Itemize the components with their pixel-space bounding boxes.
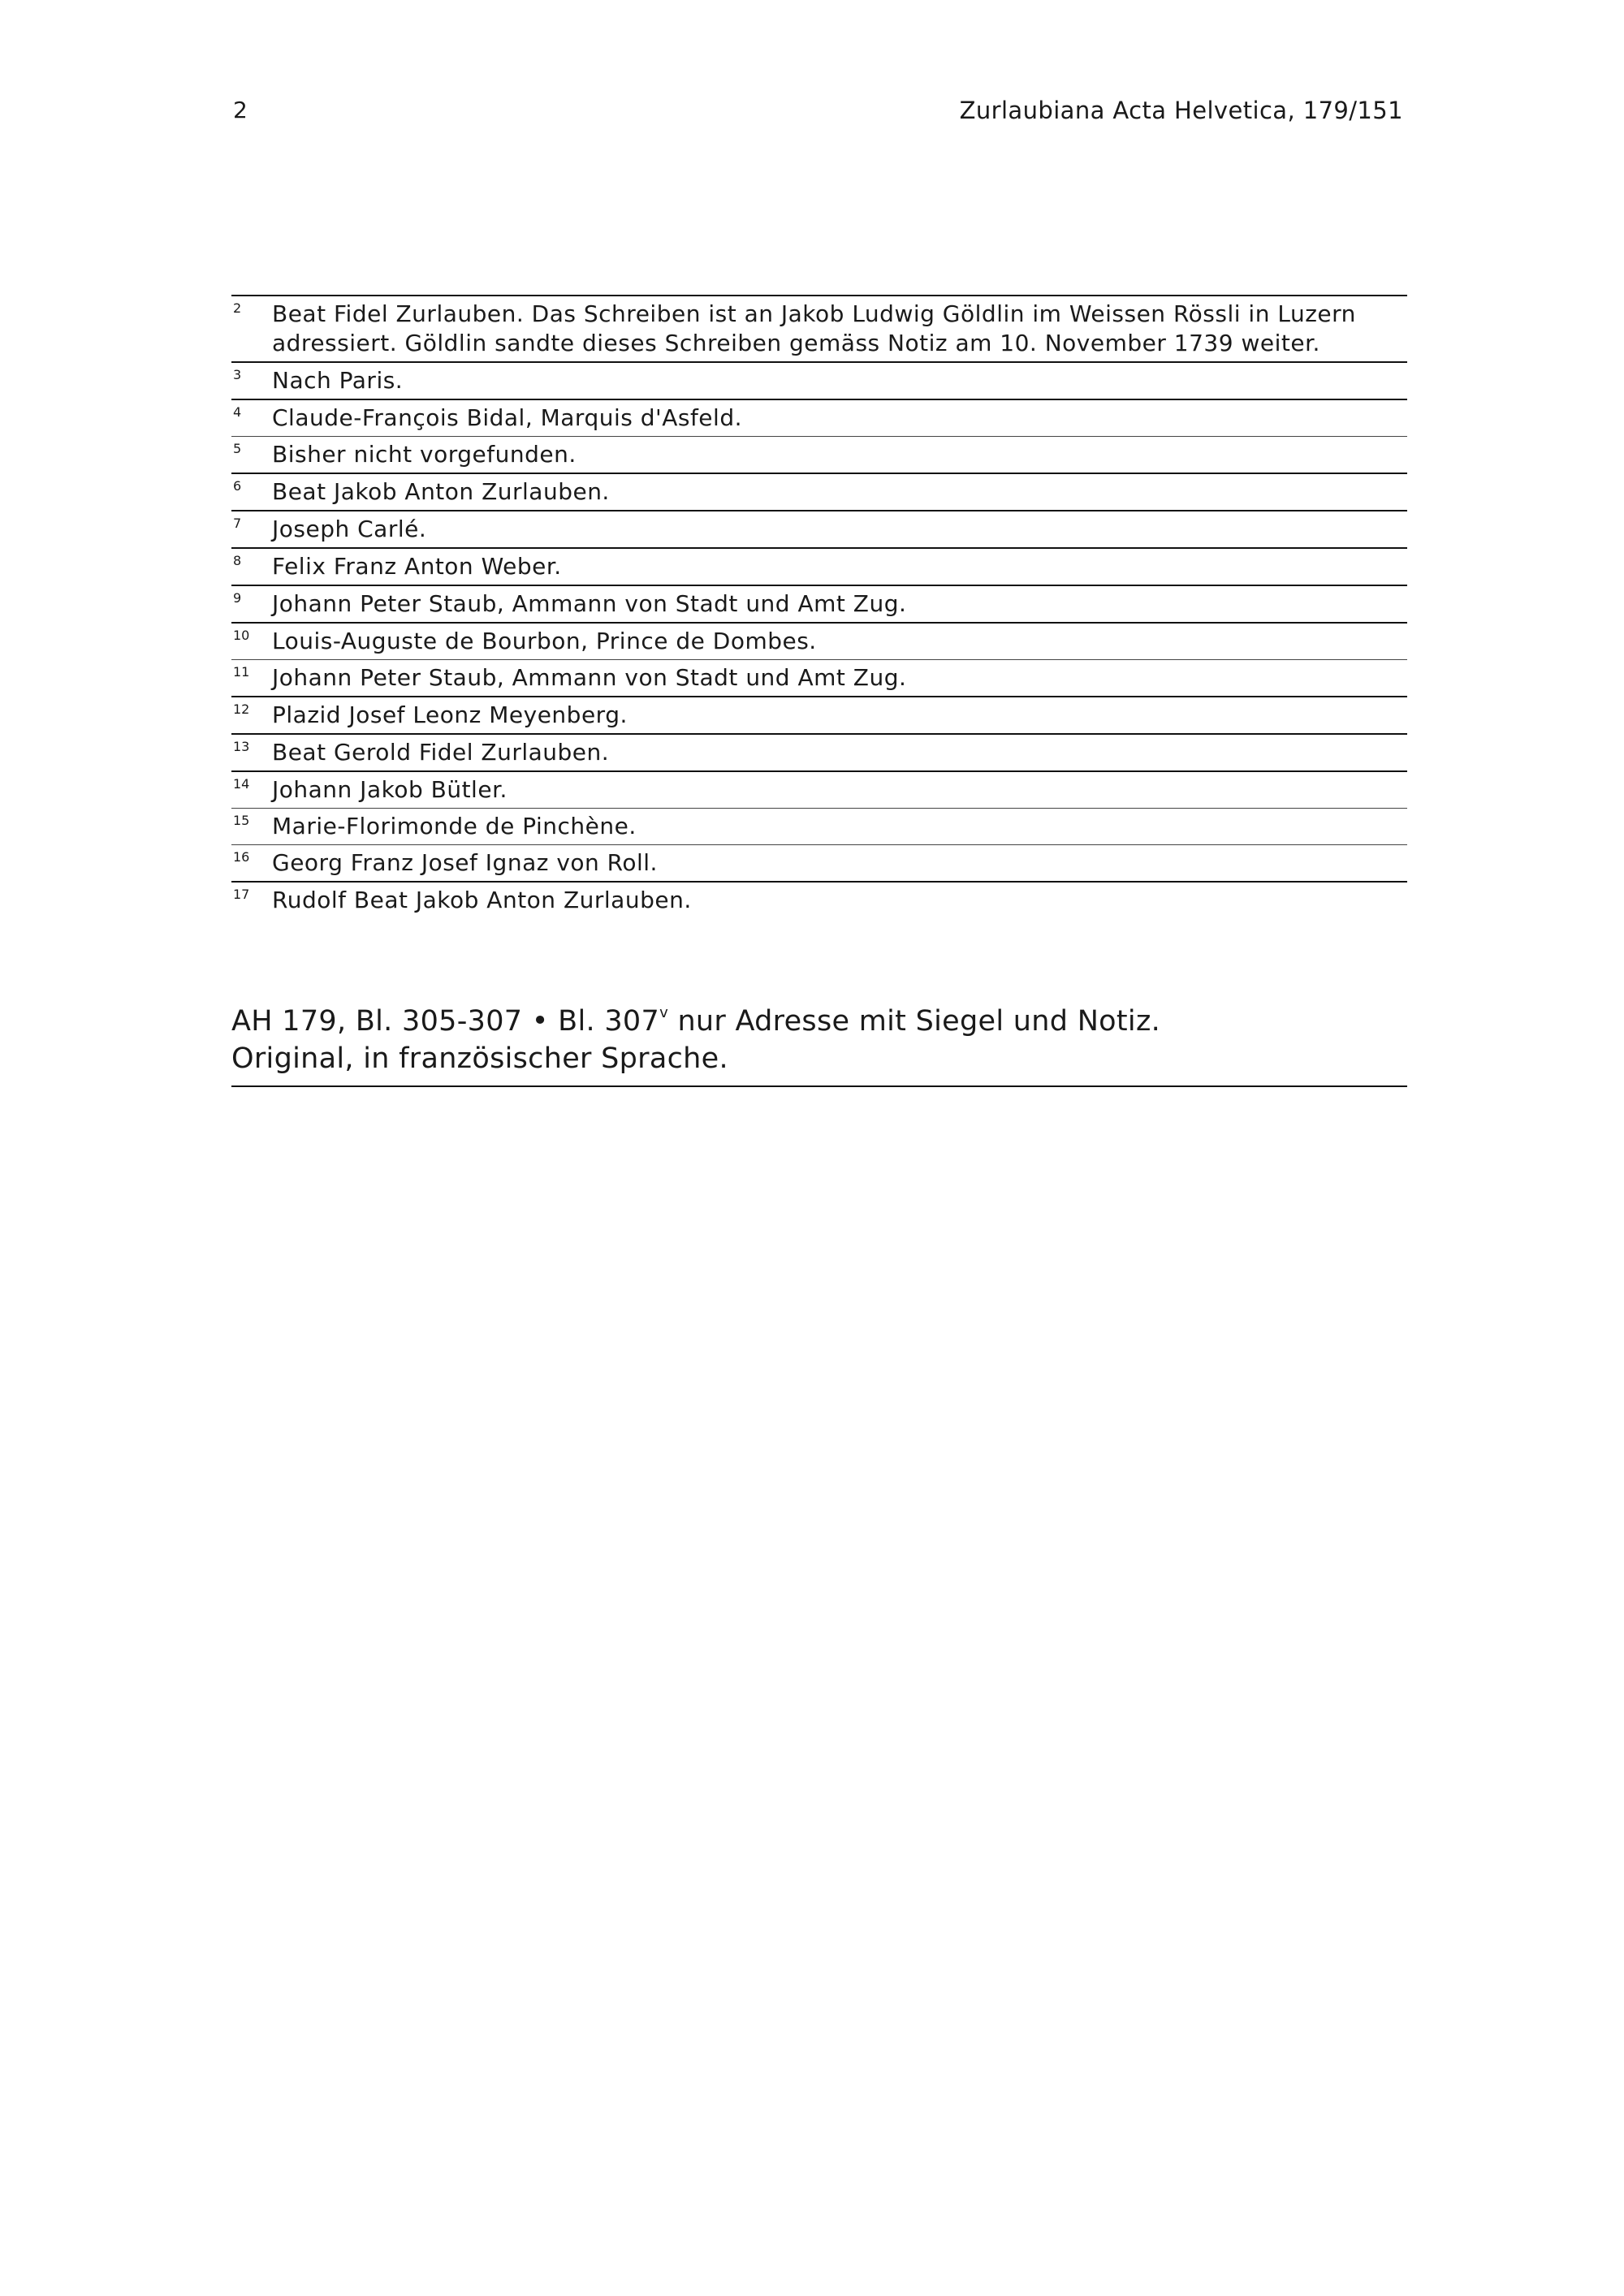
- footnote-text: Beat Gerold Fidel Zurlauben.: [272, 739, 610, 766]
- footnote-row: [231, 809, 1407, 845]
- footnote-number: 9: [233, 590, 242, 606]
- footnote-number: 12: [233, 701, 250, 717]
- footnote-number: 2: [233, 300, 242, 316]
- footnote-number: 8: [233, 553, 242, 568]
- footnote-text: Beat Jakob Anton Zurlauben.: [272, 478, 610, 505]
- footnote-text: Claude-François Bidal, Marquis d'Asfeld.: [272, 404, 742, 431]
- footnote-number: 7: [233, 516, 242, 531]
- footnote-number: 17: [233, 887, 250, 902]
- source-folio: AH 179, Bl. 305-307 • Bl. 307: [231, 1005, 660, 1038]
- footnote-row: [231, 400, 1407, 437]
- footnote-number: 16: [233, 849, 250, 865]
- footnote-text: Rudolf Beat Jakob Anton Zurlauben.: [272, 887, 692, 913]
- footnote-row: [231, 474, 1407, 511]
- footnotes-list: [231, 295, 1407, 918]
- footnote-text: Beat Fidel Zurlauben. Das Schreiben ist an Jakob Ludwig Göldlin im Weissen Rössli in Luzern adressiert. Göldlin sandte dieses Schreiben gemäss Notiz am 10. November 1739 weiter.: [272, 300, 1356, 356]
- running-head: Zurlaubiana Acta Helvetica, 179/151: [959, 97, 1403, 124]
- footnote-text: Johann Jakob Bütler.: [272, 776, 508, 803]
- footnote-text: Joseph Carlé.: [272, 516, 427, 542]
- footnote-row: [231, 549, 1407, 586]
- footnote-number: 4: [233, 404, 242, 420]
- footnote-number: 14: [233, 776, 250, 792]
- footnote-text: Bisher nicht vorgefunden.: [272, 441, 577, 468]
- footnote-row: [231, 624, 1407, 660]
- footnote-text: Felix Franz Anton Weber.: [272, 553, 562, 580]
- source-line-1: [231, 1003, 1407, 1040]
- footnote-row: [231, 883, 1407, 918]
- footnote-row: [231, 772, 1407, 809]
- footnote-text: Georg Franz Josef Ignaz von Roll.: [272, 849, 658, 876]
- footnote-number: 3: [233, 367, 242, 382]
- footnote-text: Johann Peter Staub, Ammann von Stadt und Amt Zug.: [272, 664, 907, 691]
- footnote-number: 10: [233, 628, 250, 643]
- footnote-text: Plazid Josef Leonz Meyenberg.: [272, 701, 628, 728]
- source-line-2: Original, in französischer Sprache.: [231, 1042, 728, 1075]
- footnote-row: [231, 845, 1407, 883]
- source-description: nur Adresse mit Siegel und Notiz.: [668, 1005, 1161, 1038]
- page-number: 2: [233, 97, 248, 123]
- footnote-row: [231, 363, 1407, 400]
- footnote-text: Louis-Auguste de Bourbon, Prince de Dombes.: [272, 628, 817, 654]
- footnote-row: [231, 697, 1407, 735]
- footnote-row: [231, 735, 1407, 772]
- footnote-text: Johann Peter Staub, Ammann von Stadt und Amt Zug.: [272, 590, 907, 617]
- footnote-row: [231, 296, 1407, 363]
- footnote-row: [231, 511, 1407, 549]
- footnote-row: [231, 437, 1407, 474]
- footnote-text: Nach Paris.: [272, 367, 404, 394]
- footnote-row: [231, 660, 1407, 697]
- footnote-text: Marie-Florimonde de Pinchène.: [272, 813, 637, 839]
- footnote-number: 11: [233, 664, 250, 680]
- source-note: [231, 1003, 1407, 1087]
- footnote-number: 13: [233, 739, 250, 754]
- verso-marker: v: [659, 1004, 669, 1021]
- footnote-number: 6: [233, 478, 242, 494]
- footnote-row: [231, 586, 1407, 624]
- footnote-number: 5: [233, 441, 242, 456]
- footnote-number: 15: [233, 813, 250, 828]
